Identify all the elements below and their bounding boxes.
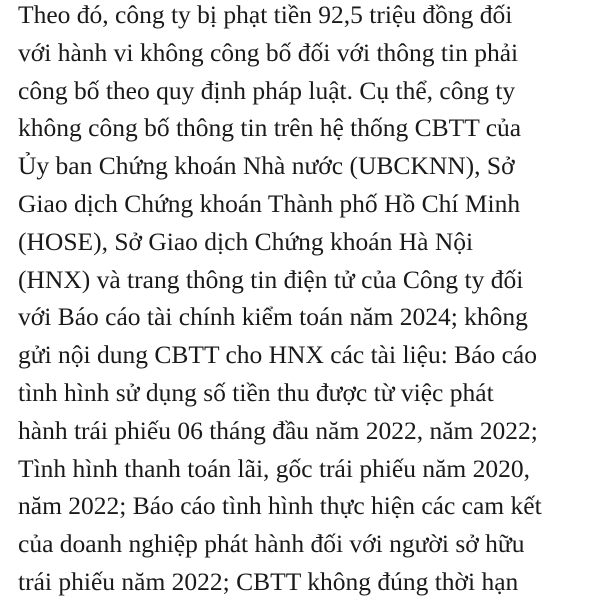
- paragraph-line: trái phiếu năm 2022; CBTT không đúng thời hạn: [18, 566, 519, 596]
- paragraph-line: Tình hình thanh toán lãi, gốc trái phiếu năm 2020,: [18, 453, 531, 483]
- paragraph-line: với hành vi không công bố đối với thông tin phải: [18, 37, 519, 67]
- paragraph-line: (HOSE), Sở Giao dịch Chứng khoán Hà Nội: [18, 226, 474, 256]
- paragraph-line: Theo đó, công ty bị phạt tiền 92,5 triệu đồng đối: [18, 0, 513, 29]
- paragraph-line: (HNX) và trang thông tin điện tử của Công ty đối: [18, 264, 524, 294]
- paragraph-line: Ủy ban Chứng khoán Nhà nước (UBCKNN), Sở: [18, 151, 515, 181]
- article-paragraph: [18, 0, 598, 601]
- paragraph-line: với Báo cáo tài chính kiểm toán năm 2024; không: [18, 302, 528, 332]
- paragraph-line: công bố theo quy định pháp luật. Cụ thể, công ty: [18, 75, 516, 105]
- paragraph-line: Giao dịch Chứng khoán Thành phố Hồ Chí Minh: [18, 188, 521, 218]
- paragraph-line: năm 2022; Báo cáo tình hình thực hiện các cam kết: [18, 491, 542, 521]
- paragraph-line: không công bố thông tin trên hệ thống CBTT của: [18, 113, 522, 143]
- paragraph-line: hành trái phiếu 06 tháng đầu năm 2022, năm 2022;: [18, 415, 538, 445]
- paragraph-line: tình hình sử dụng số tiền thu được từ việc phát: [18, 377, 494, 407]
- paragraph-line: gửi nội dung CBTT cho HNX các tài liệu: Báo cáo: [18, 340, 537, 370]
- paragraph-line: của doanh nghiệp phát hành đối với người sở hữu: [18, 529, 525, 559]
